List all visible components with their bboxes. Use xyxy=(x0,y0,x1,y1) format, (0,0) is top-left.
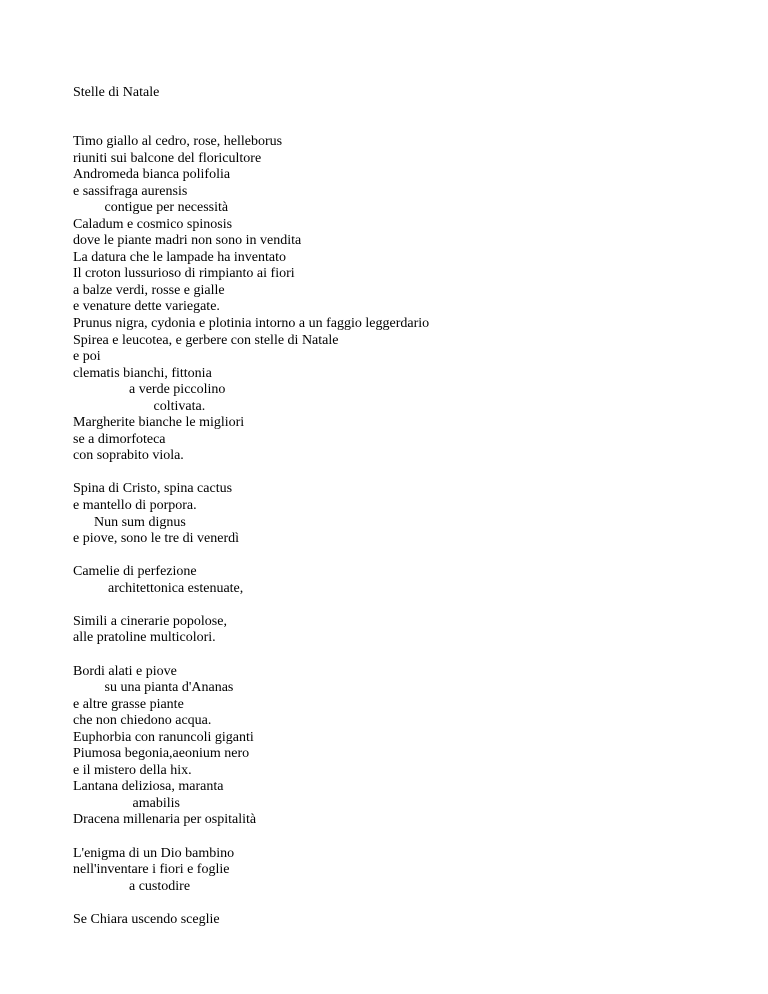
poem-line: e poi xyxy=(73,349,101,365)
poem-line: coltivata. xyxy=(73,398,206,414)
stanza-break xyxy=(73,465,753,482)
poem-line: Il croton lussurioso di rimpianto ai fiori xyxy=(73,266,295,282)
poem-line: Piumosa begonia,aeonium nero xyxy=(73,746,250,762)
poem-line: Andromeda bianca polifolia xyxy=(73,167,231,183)
poem-body xyxy=(73,134,753,928)
poem-line: architettonica estenuate, xyxy=(73,580,244,596)
poem-line: a balze verdi, rosse e gialle xyxy=(73,282,225,298)
poem-line: Caladum e cosmico spinosis xyxy=(73,216,233,232)
poem-line: e mantello di porpora. xyxy=(73,498,197,514)
poem-line: che non chiedono acqua. xyxy=(73,713,212,729)
poem-line: a custodire xyxy=(73,878,191,894)
poem-line: Lantana deliziosa, maranta xyxy=(73,779,224,795)
poem-line: Simili a cinerarie popolose, xyxy=(73,613,227,629)
poem-line: alle pratoline multicolori. xyxy=(73,630,216,646)
poem-line: e il mistero della hix. xyxy=(73,762,192,778)
poem-line: Nun sum dignus xyxy=(73,514,186,530)
stanza-break xyxy=(73,597,753,614)
poem-line: Margherite bianche le migliori xyxy=(73,415,245,431)
poem-line: e piove, sono le tre di venerdì xyxy=(73,531,240,547)
poem-title: Stelle di Natale xyxy=(73,85,160,100)
poem-line: dove le piante madri non sono in vendita xyxy=(73,233,302,249)
poem-line: La datura che le lampade ha inventato xyxy=(73,249,287,265)
poem-line: Se Chiara uscendo sceglie xyxy=(73,911,220,927)
poem-line: se a dimorfoteca xyxy=(73,431,166,447)
stanza-break xyxy=(73,895,753,912)
poem-line: Timo giallo al cedro, rose, helleborus xyxy=(73,134,283,149)
poem-line: Camelie di perfezione xyxy=(73,564,197,580)
poem-line: Spirea e leucotea, e gerbere con stelle di Natale xyxy=(73,332,339,348)
poem-line: riuniti sui balcone del floricultore xyxy=(73,150,262,166)
poem-line: clematis bianchi, fittonia xyxy=(73,365,212,381)
stanza-break xyxy=(73,647,753,664)
poem-line: Euphorbia con ranuncoli giganti xyxy=(73,729,254,745)
poem-line: Spina di Cristo, spina cactus xyxy=(73,481,233,497)
poem-line: a verde piccolino xyxy=(73,382,226,398)
poem-line: e sassifraga aurensis xyxy=(73,183,188,199)
poem-line: contigue per necessità xyxy=(73,200,229,216)
poem-line: Bordi alati e piove xyxy=(73,663,177,679)
poem-line: su una pianta d'Ananas xyxy=(73,680,234,696)
poem-line: Prunus nigra, cydonia e plotinia intorno a un faggio leggerdario xyxy=(73,316,430,332)
poem-line: nell'inventare i fiori e foglie xyxy=(73,862,230,878)
poem-line: con soprabito viola. xyxy=(73,448,184,464)
poem-line: L'enigma di un Dio bambino xyxy=(73,845,235,861)
stanza-break xyxy=(73,829,753,846)
poem-line: Dracena millenaria per ospitalità xyxy=(73,812,257,828)
poem-line: e altre grasse piante xyxy=(73,696,184,712)
poem-line: e venature dette variegate. xyxy=(73,299,220,315)
stanza-break xyxy=(73,548,753,565)
poem-line: amabilis xyxy=(73,795,180,811)
